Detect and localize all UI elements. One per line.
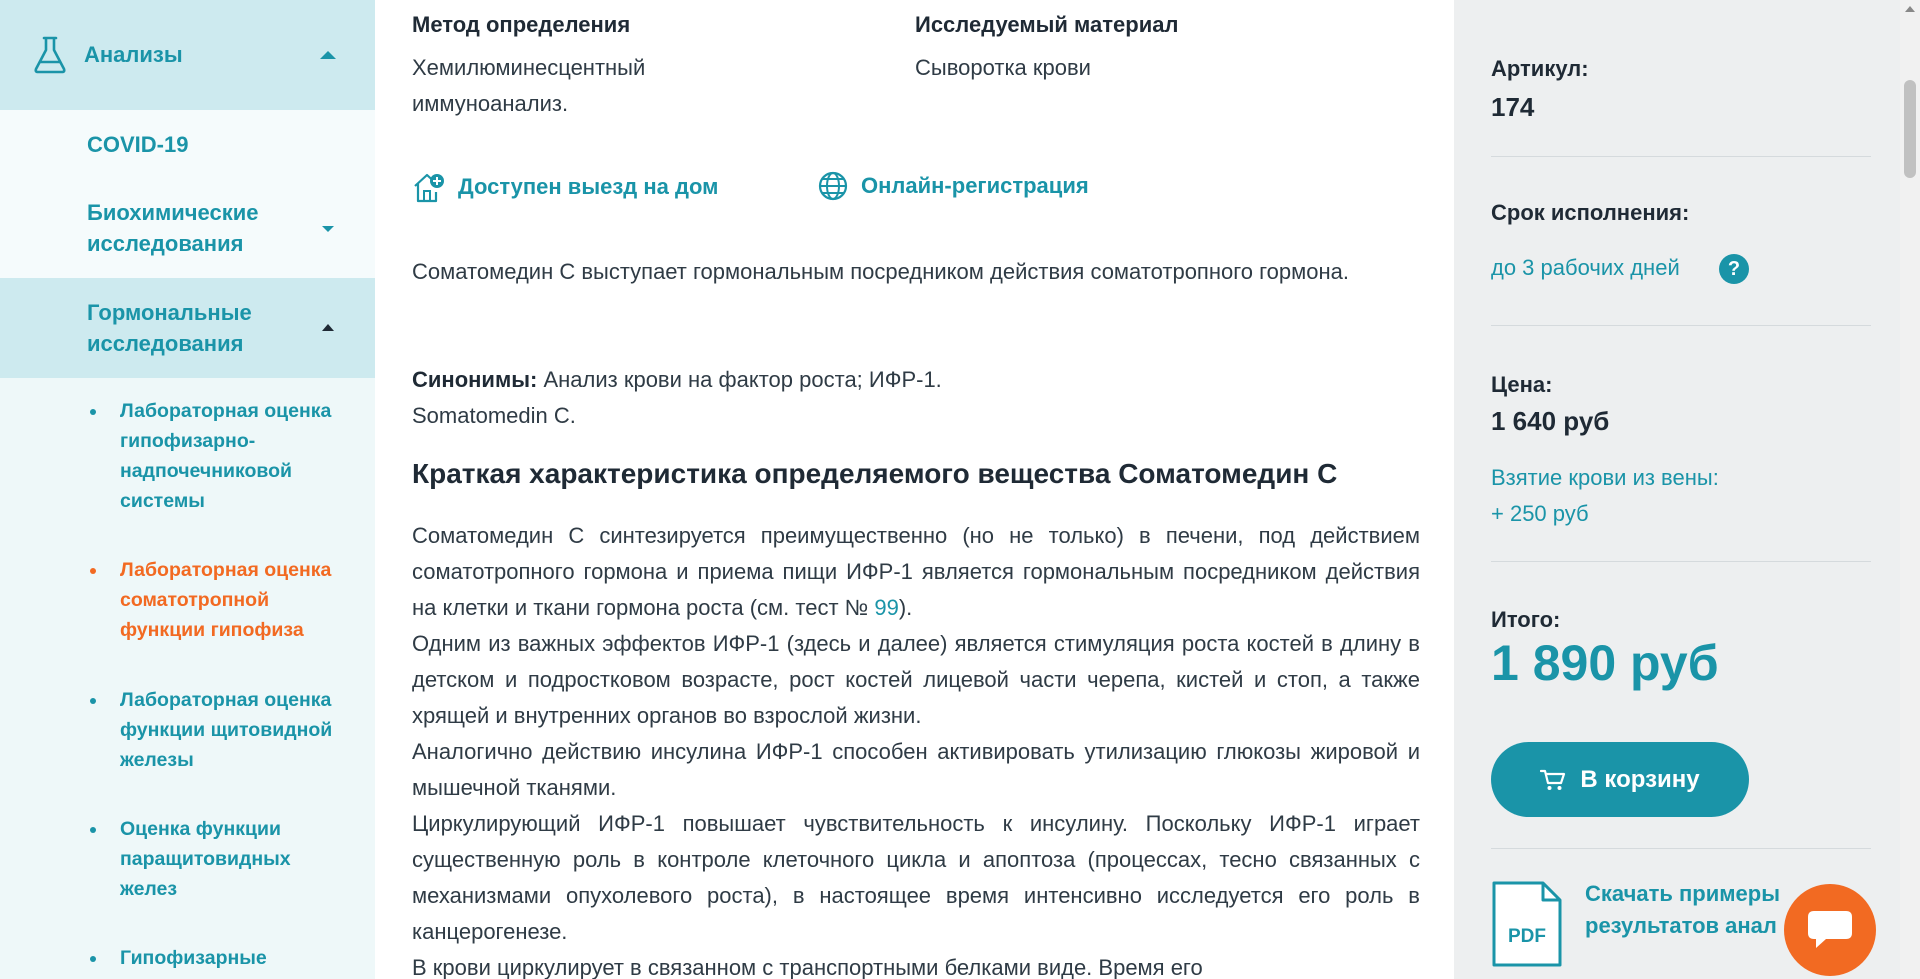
material-value: Сыворотка крови (915, 55, 1091, 80)
scroll-up-arrow-icon[interactable] (1905, 6, 1915, 12)
add-to-cart-button[interactable] (1491, 742, 1749, 817)
description-paragraph: В крови циркулирует в связанном с транспортными белками виде. Время его (412, 955, 1203, 979)
globe-icon (817, 170, 849, 202)
svg-text:PDF: PDF (1508, 926, 1546, 947)
intro-paragraph: Соматомедин С выступает гормональным посредником действия соматотропного гормона. (412, 259, 1349, 284)
method-value (412, 50, 645, 122)
subitem-line: желез (120, 878, 178, 900)
article-label: Артикул: (1491, 56, 1589, 81)
chevron-down-icon[interactable] (322, 226, 334, 232)
bullet-icon (90, 698, 96, 704)
term-value: до 3 рабочих дней (1491, 255, 1680, 280)
online-registration-link[interactable] (817, 170, 1089, 202)
sidebar-item-hormonal[interactable] (0, 278, 375, 378)
help-icon[interactable]: ? (1719, 254, 1749, 284)
sidebar-item-label: исследования (87, 331, 244, 356)
divider (1491, 156, 1871, 157)
test-99-link[interactable]: 99 (874, 595, 899, 620)
method-heading: Метод определения (412, 12, 631, 37)
pdf-icon[interactable] (1491, 880, 1563, 968)
synonyms (412, 362, 1420, 434)
main-content (375, 0, 1454, 979)
description-paragraph: Аналогично действию инсулина ИФР-1 способен активировать утилизацию глюкозы жировой и мышечной тканями. (412, 739, 1420, 800)
sidebar-item-biochemical[interactable] (0, 178, 375, 278)
blood-draw-label: Взятие крови из вены: (1491, 465, 1719, 490)
sidebar-item-label: COVID-19 (87, 131, 189, 157)
material-heading: Исследуемый материал (915, 12, 1179, 37)
sidebar-subitem-active[interactable] (0, 555, 375, 645)
description-paragraph (412, 518, 1420, 626)
subitem-line: железы (120, 749, 194, 771)
description-text: Соматомедин С синтезируется преимущественно (но не только) в печени, под действием соматотропного гормона и приема пищи ИФР-1 является гормональным посредником действия на клетки и ткани гормона роста (см. тест № (412, 523, 1420, 620)
divider (1491, 561, 1871, 562)
price-label: Цена: (1491, 372, 1553, 397)
subitem-line: функции гипофиза (120, 619, 304, 641)
download-examples-link[interactable] (1585, 878, 1780, 942)
subitem-line: паращитовидных (120, 848, 291, 870)
sidebar-item-covid[interactable] (0, 110, 375, 178)
add-to-cart-label: В корзину (1580, 765, 1700, 793)
bullet-icon (90, 956, 96, 962)
sidebar-nav (0, 0, 375, 979)
description-text: ). (898, 595, 913, 620)
section-title: Краткая характеристика определяемого вещества Соматомедин С (412, 458, 1338, 489)
subitem-line: соматотропной (120, 589, 270, 611)
subitem-line: функции щитовидной (120, 719, 333, 741)
download-line: результатов анал (1585, 913, 1777, 938)
subitem-line: Гипофизарные (120, 947, 267, 969)
synonyms-text: Анализ крови на фактор роста; ИФР-1. (537, 367, 942, 392)
sidebar-item-label: Гормональные (87, 300, 252, 325)
total-label: Итого: (1491, 607, 1561, 632)
chat-button[interactable] (1784, 884, 1876, 976)
bullet-icon (90, 827, 96, 833)
subitem-line: Лабораторная оценка (120, 689, 332, 711)
term-label: Срок исполнения: (1491, 200, 1690, 225)
subitem-line: надпочечниковой (120, 460, 293, 482)
sidebar-subitem[interactable] (0, 396, 375, 516)
home-visit-label: Доступен выезд на дом (458, 174, 719, 199)
bullet-icon (90, 409, 96, 415)
price-value: 1 640 руб (1491, 406, 1610, 436)
sidebar-header-analyses[interactable] (0, 0, 375, 110)
online-registration-label: Онлайн-регистрация (861, 173, 1089, 198)
description-paragraph: Одним из важных эффектов ИФР-1 (здесь и далее) является стимуляция роста костей в длину в детском и подростковом возрасте, рост костей лицевой части черепа, кистей и стоп, а также хрящей и внутренних органов во взрослой жизни. (412, 631, 1420, 728)
subitem-line: системы (120, 490, 205, 512)
synonyms-line2: Somatomedin C. (412, 403, 576, 428)
method-value-line: Хемилюминесцентный (412, 55, 646, 80)
article-value: 174 (1491, 92, 1535, 122)
sidebar-subitem[interactable] (0, 685, 375, 775)
cart-icon (1540, 768, 1566, 792)
sidebar-subitem[interactable] (0, 943, 375, 973)
sidebar-subitem[interactable] (0, 814, 375, 904)
blood-draw-price: + 250 руб (1491, 501, 1589, 526)
bullet-icon (90, 568, 96, 574)
home-plus-icon (412, 170, 446, 204)
method-value-line: иммуноанализ. (412, 91, 569, 116)
flask-icon (32, 35, 68, 75)
sidebar-item-label: исследования (87, 231, 244, 256)
order-panel (1454, 0, 1900, 979)
home-visit-link[interactable] (412, 170, 718, 204)
sidebar-header-label: Анализы (84, 42, 183, 67)
subitem-line: Лабораторная оценка (120, 400, 332, 422)
total-value: 1 890 руб (1491, 635, 1719, 691)
divider (1491, 325, 1871, 326)
scrollbar-thumb[interactable] (1904, 80, 1916, 178)
chat-bubble-icon (1806, 909, 1854, 951)
divider (1491, 848, 1871, 849)
subitem-line: Лабораторная оценка (120, 559, 332, 581)
description-paragraph: Циркулирующий ИФР-1 повышает чувствительность к инсулину. Поскольку ИФР-1 играет существенную роль в контроле клеточного цикла и апоптоза (процессах, тесно связанных с механизмами опухолевого роста), в настоящее время интенсивно исследуется его роль в канцерогенезе. (412, 811, 1420, 944)
chevron-up-icon[interactable] (322, 324, 334, 331)
synonyms-label: Синонимы: (412, 367, 538, 392)
subitem-line: Оценка функции (120, 818, 281, 840)
sidebar-item-label: Биохимические (87, 200, 259, 225)
description-block (412, 518, 1420, 979)
subitem-line: гипофизарно- (120, 430, 256, 452)
download-line: Скачать примеры (1585, 881, 1780, 906)
chevron-up-icon[interactable] (320, 51, 336, 59)
